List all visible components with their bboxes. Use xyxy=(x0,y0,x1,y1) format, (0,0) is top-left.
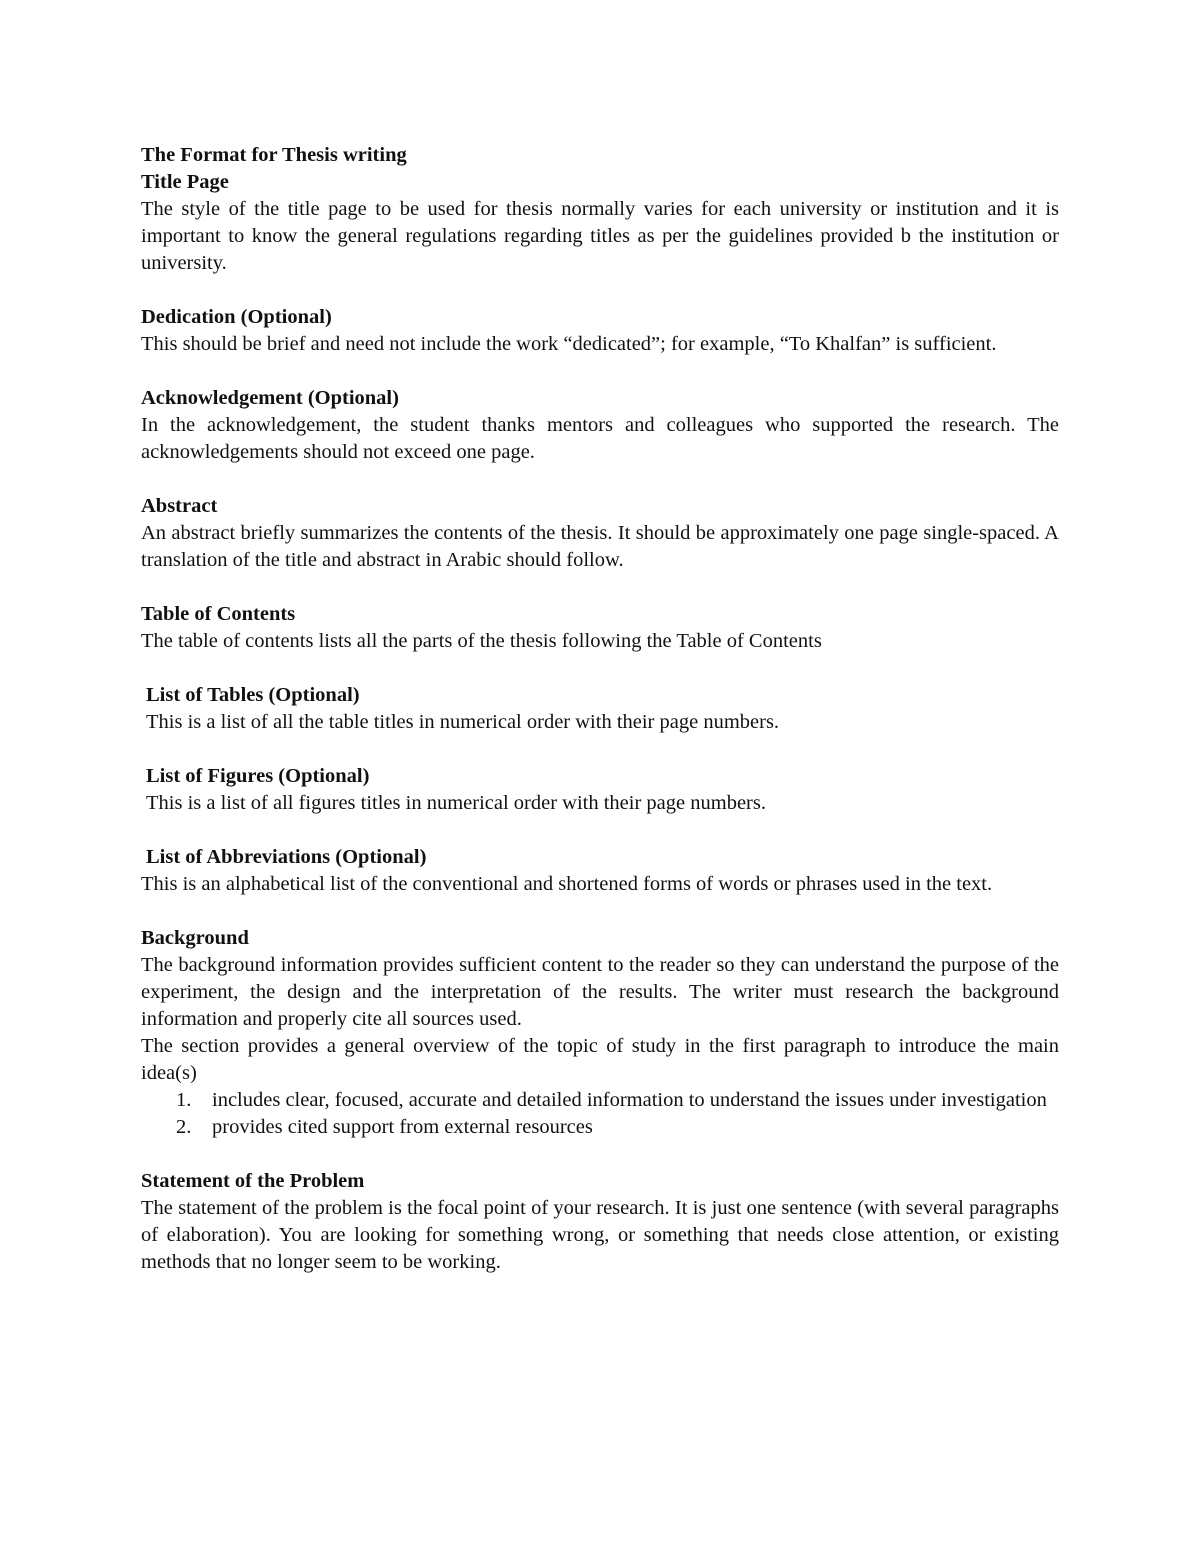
spacer xyxy=(141,466,1059,493)
heading-list-of-figures: List of Figures (Optional) xyxy=(146,765,370,787)
heading-abstract: Abstract xyxy=(141,495,218,517)
paragraph-table-of-contents: The table of contents lists all the parts of the thesis following the Table of Contents xyxy=(141,630,822,652)
spacer xyxy=(141,898,1059,925)
background-list xyxy=(141,1087,1059,1141)
paragraph-list-of-figures: This is a list of all figures titles in numerical order with their page numbers. xyxy=(146,792,766,814)
list-item xyxy=(141,1114,1059,1141)
heading-list-of-abbreviations: List of Abbreviations (Optional) xyxy=(146,846,427,868)
paragraph-list-of-tables: This is a list of all the table titles in numerical order with their page numbers. xyxy=(146,711,780,733)
paragraph-abstract: An abstract briefly summarizes the contents of the thesis. It should be approximately one page single-spaced. A translation of the title and abstract in Arabic should follow. xyxy=(141,522,1059,571)
heading-title-page: Title Page xyxy=(141,171,229,193)
spacer xyxy=(141,277,1059,304)
heading-background: Background xyxy=(141,927,249,949)
spacer xyxy=(141,358,1059,385)
paragraph-statement-of-problem: The statement of the problem is the focal point of your research. It is just one sentence (with several paragraphs of elaboration). You are looking for something wrong, or something that needs close attention, or existing methods that no longer seem to be working. xyxy=(141,1197,1059,1273)
list-item-text: provides cited support from external resources xyxy=(212,1116,593,1138)
list-number: 2. xyxy=(176,1116,192,1138)
heading-table-of-contents: Table of Contents xyxy=(141,603,296,625)
list-number: 1. xyxy=(176,1089,192,1111)
paragraph-background-1: The background information provides sufficient content to the reader so they can understand the purpose of the experiment, the design and the interpretation of the results. The writer must research the background information and properly cite all sources used. xyxy=(141,954,1059,1030)
heading-list-of-tables: List of Tables (Optional) xyxy=(146,684,360,706)
list-item xyxy=(141,1087,1059,1114)
spacer xyxy=(141,1141,1059,1168)
paragraph-dedication: This should be brief and need not include the work “dedicated”; for example, “To Khalfan” is sufficient. xyxy=(141,333,997,355)
spacer xyxy=(141,655,1059,682)
paragraph-background-2: The section provides a general overview of the topic of study in the first paragraph to introduce the main idea(s) xyxy=(141,1035,1059,1084)
document-title: The Format for Thesis writing xyxy=(141,144,407,166)
paragraph-list-of-abbreviations: This is an alphabetical list of the conventional and shortened forms of words or phrases used in the text. xyxy=(141,873,993,895)
document-page xyxy=(141,142,1059,1276)
spacer xyxy=(141,817,1059,844)
heading-acknowledgement: Acknowledgement (Optional) xyxy=(141,387,399,409)
paragraph-title-page: The style of the title page to be used for thesis normally varies for each university or institution and it is important to know the general regulations regarding titles as per the guidelines provided b the institution or university. xyxy=(141,198,1059,274)
heading-statement-of-problem: Statement of the Problem xyxy=(141,1170,365,1192)
spacer xyxy=(141,736,1059,763)
list-item-text: includes clear, focused, accurate and detailed information to understand the issues under investigation xyxy=(212,1089,1047,1111)
paragraph-acknowledgement: In the acknowledgement, the student thanks mentors and colleagues who supported the research. The acknowledgements should not exceed one page. xyxy=(141,414,1059,463)
spacer xyxy=(141,574,1059,601)
heading-dedication: Dedication (Optional) xyxy=(141,306,332,328)
